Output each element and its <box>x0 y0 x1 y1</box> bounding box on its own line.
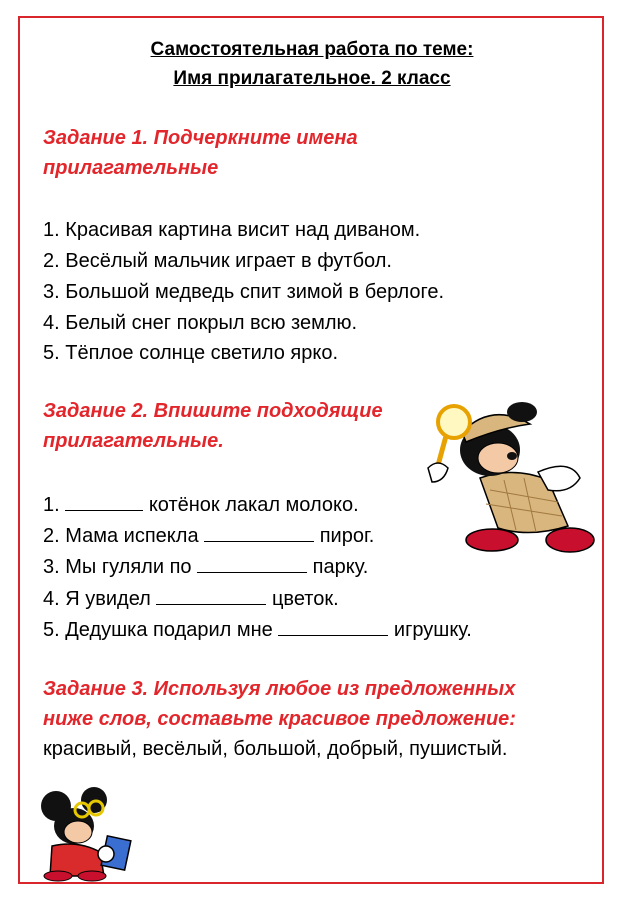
answer-blank[interactable] <box>197 554 307 573</box>
answer-blank[interactable] <box>278 617 388 636</box>
task3-word-list: красивый, весёлый, большой, добрый, пушистый. <box>43 738 508 760</box>
task2-item-1: 1. котёнок лакал молоко. <box>43 494 359 516</box>
task1-item-1: 1. Красивая картина висит над диваном. <box>43 219 421 241</box>
task1-item-4: 4. Белый снег покрыл всю землю. <box>43 312 358 334</box>
answer-blank[interactable] <box>156 586 266 605</box>
mickey-detective-icon <box>420 398 598 566</box>
answer-blank[interactable] <box>65 492 143 511</box>
task1-item-3: 3. Большой медведь спит зимой в берлоге. <box>43 281 445 303</box>
answer-blank[interactable] <box>204 523 314 542</box>
task2-item-3: 3. Мы гуляли по парку. <box>43 556 369 578</box>
worksheet-subtitle: Имя прилагательное. 2 класс <box>173 68 451 89</box>
task1-title: Задание 1. Подчеркните имена прилагательные <box>43 127 358 179</box>
worksheet-title: Самостоятельная работа по теме: <box>150 39 474 60</box>
mickey-writer-icon <box>30 786 138 882</box>
task2-item-5: 5. Дедушка подарил мне игрушку. <box>43 619 472 641</box>
task1-item-5: 5. Тёплое солнце светило ярко. <box>43 342 339 364</box>
task2-item-2: 2. Мама испекла пирог. <box>43 525 375 547</box>
task2-item-4: 4. Я увидел цветок. <box>43 588 339 610</box>
task3-title: Задание 3. Используя любое из предложенных ниже слов, составьте красивое предложение: <box>43 678 516 730</box>
task2-title: Задание 2. Впишите подходящие прилагательные. <box>43 400 383 452</box>
task1-item-2: 2. Весёлый мальчик играет в футбол. <box>43 250 392 272</box>
